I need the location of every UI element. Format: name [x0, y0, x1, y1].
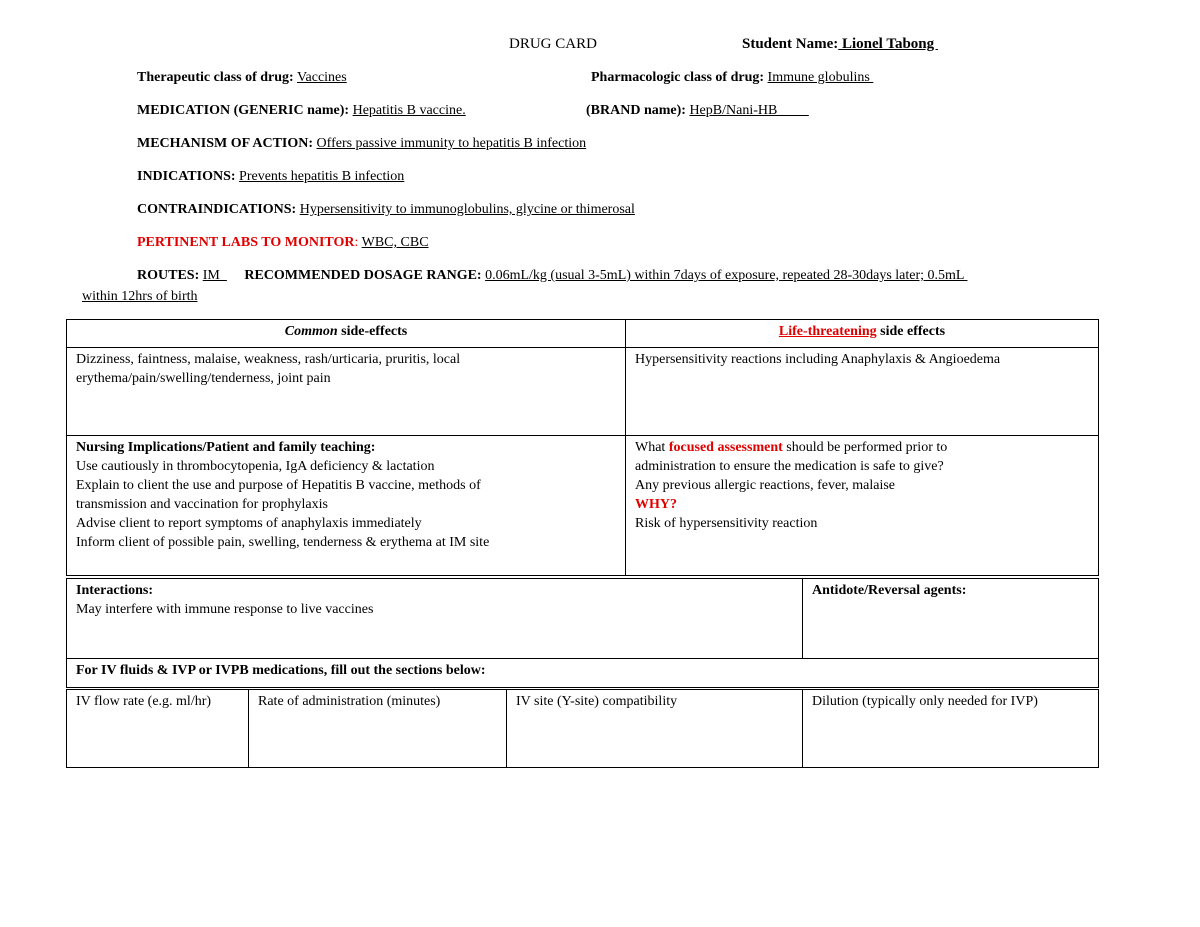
life-threatening-text: Hypersensitivity reactions including Anaphylaxis & Angioedema — [635, 352, 1001, 367]
iv-header-text: For IV fluids & IVP or IVPB medications, fill out the sections below: — [76, 663, 486, 678]
labs-label: PERTINENT LABS TO MONITOR — [137, 235, 355, 250]
nursing-line: Use cautiously in thrombocytopenia, IgA deficiency & lactation — [76, 459, 435, 474]
nursing-line: transmission and vaccination for prophylaxis — [76, 497, 328, 512]
iv-dilution-cell — [803, 690, 1099, 768]
therapeutic-class-line — [137, 70, 347, 86]
common-side-effects-cell — [67, 348, 626, 436]
routes-label: ROUTES: — [137, 268, 200, 283]
therapeutic-class-label: Therapeutic class of drug: — [137, 70, 294, 85]
common-header-italic: Common — [284, 324, 338, 339]
mechanism-line — [137, 136, 586, 152]
mechanism-label: MECHANISM OF ACTION: — [137, 136, 314, 151]
dosage-value: 0.06mL/kg (usual 3-5mL) within 7days of exposure, repeated 28-30days later; 0.5mL — [485, 268, 968, 283]
therapeutic-class-value: Vaccines — [296, 70, 347, 85]
life-threatening-header-rest: side effects — [876, 324, 946, 339]
life-threatening-header-red: Life-threatening — [778, 324, 877, 339]
assess-q-pre: What — [635, 440, 669, 455]
iv-dilution-label: Dilution (typically only needed for IVP) — [812, 694, 1038, 709]
why-label: WHY? — [635, 497, 677, 512]
student-name-line — [742, 36, 938, 53]
iv-flow-rate-cell — [67, 690, 249, 768]
indications-value: Prevents hepatitis B infection — [239, 169, 405, 184]
brand-name-label: (BRAND name): — [586, 103, 686, 118]
generic-name-line — [137, 103, 466, 119]
labs-line — [137, 235, 429, 251]
dosage-value-continued: within 12hrs of birth — [82, 289, 198, 304]
contraindications-value: Hypersensitivity to immunoglobulins, glycine or thimerosal — [299, 202, 635, 217]
nursing-implications-cell — [67, 436, 626, 576]
life-threatening-cell — [626, 348, 1099, 436]
nursing-line: Inform client of possible pain, swelling, tenderness & erythema at IM site — [76, 535, 490, 550]
why-answer: Risk of hypersensitivity reaction — [635, 516, 818, 531]
student-name-label: Student Name: — [742, 36, 839, 52]
iv-rate-cell — [249, 690, 507, 768]
document-title: DRUG CARD — [509, 36, 597, 52]
antidote-title: Antidote/Reversal agents: — [812, 583, 967, 598]
assess-q-red: focused assessment — [668, 440, 783, 455]
common-header-rest: side-effects — [337, 324, 408, 339]
interactions-text: May interfere with immune response to live vaccines — [76, 602, 374, 617]
iv-rate-label: Rate of administration (minutes) — [258, 694, 441, 709]
nursing-line: Explain to client the use and purpose of Hepatitis B vaccine, methods of — [76, 478, 481, 493]
pharmacologic-class-value: Immune globulins — [767, 70, 874, 85]
iv-flow-rate-label: IV flow rate (e.g. ml/hr) — [76, 694, 212, 709]
nursing-line: Advise client to report symptoms of anaphylaxis immediately — [76, 516, 422, 531]
student-name-value: Lionel Tabong — [838, 36, 938, 52]
labs-colon: : — [354, 235, 359, 250]
pharmacologic-class-line — [591, 70, 873, 86]
common-side-effects-text: Dizziness, faintness, malaise, weakness, rash/urticaria, pruritis, local — [76, 352, 461, 367]
iv-site-label: IV site (Y-site) compatibility — [516, 694, 678, 709]
indications-line — [137, 169, 404, 185]
iv-header-cell — [67, 659, 1099, 688]
interactions-title: Interactions: — [76, 583, 153, 598]
focused-assessment-question — [635, 438, 1089, 457]
focused-assessment-cell — [626, 436, 1099, 576]
iv-site-cell — [507, 690, 803, 768]
focused-assessment-answer: Any previous allergic reactions, fever, malaise — [635, 478, 896, 493]
contraindications-label: CONTRAINDICATIONS: — [137, 202, 297, 217]
life-threatening-header — [626, 320, 1099, 348]
focused-assessment-question-cont: administration to ensure the medication is safe to give? — [635, 459, 944, 474]
assess-q-post: should be performed prior to — [782, 440, 948, 455]
interactions-table — [66, 578, 1099, 688]
antidote-cell — [803, 579, 1099, 659]
nursing-implications-title: Nursing Implications/Patient and family teaching: — [76, 440, 376, 455]
brand-name-value: HepB/Nani-HB — [689, 103, 809, 118]
side-effects-table — [66, 319, 1099, 576]
dosage-continuation-line — [82, 289, 198, 305]
interactions-cell — [67, 579, 803, 659]
common-side-effects-text-cont: erythema/pain/swelling/tenderness, joint pain — [76, 371, 331, 386]
mechanism-value: Offers passive immunity to hepatitis B infection — [316, 136, 587, 151]
common-side-effects-header — [67, 320, 626, 348]
routes-dosage-line — [137, 268, 967, 284]
labs-value: WBC, CBC — [361, 235, 429, 250]
routes-value: IM — [202, 268, 227, 283]
brand-name-line — [586, 103, 809, 119]
pharmacologic-class-label: Pharmacologic class of drug: — [591, 70, 765, 85]
contraindications-line — [137, 202, 635, 218]
generic-name-label: MEDICATION (GENERIC name): — [137, 103, 350, 118]
dosage-label: RECOMMENDED DOSAGE RANGE: — [244, 268, 482, 283]
generic-name-value: Hepatitis B vaccine. — [352, 103, 466, 118]
iv-sections-table — [66, 689, 1099, 768]
indications-label: INDICATIONS: — [137, 169, 236, 184]
